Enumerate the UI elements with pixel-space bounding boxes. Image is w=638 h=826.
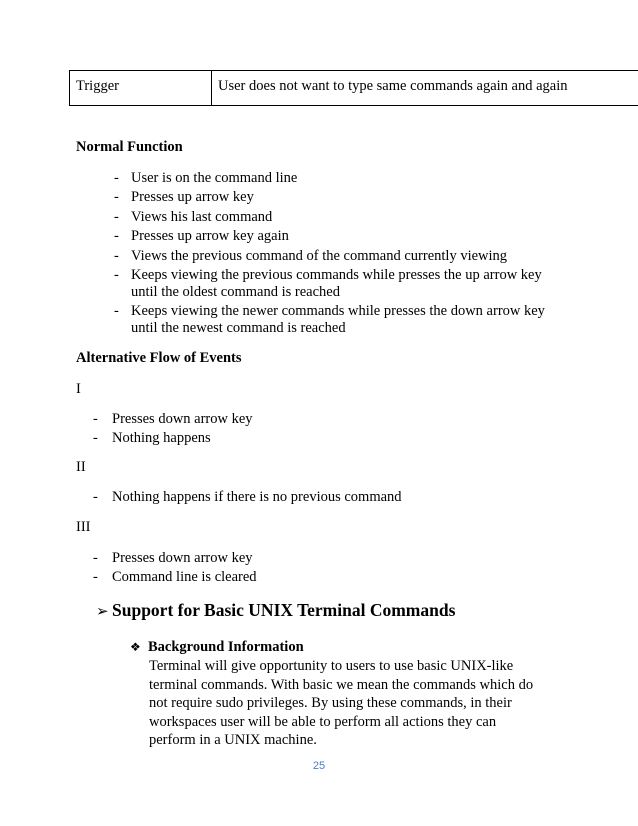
list-item: - Command line is cleared: [93, 569, 257, 586]
background-title: [130, 639, 304, 656]
list-item: - Keeps viewing the newer commands while presses the down arrow key until the newest command is reached: [114, 303, 545, 337]
group-label-iii: III: [76, 519, 91, 535]
page-number: 25: [312, 760, 326, 772]
alt-list-ii: [93, 489, 533, 508]
normal-function-heading: Normal Function: [76, 139, 183, 155]
list-item: - Keeps viewing the previous commands while presses the up arrow key until the oldest command is reached: [114, 266, 542, 300]
alt-list-i: [93, 411, 533, 450]
paragraph-line: workspaces user will be able to perform all actions they can: [149, 713, 497, 730]
list-item: - Presses down arrow key: [93, 411, 253, 427]
list-item: - Presses up arrow key again: [114, 228, 289, 245]
alternative-flow-heading: Alternative Flow of Events: [76, 350, 242, 366]
list-item: - Nothing happens: [93, 430, 211, 447]
table-divider: [211, 71, 212, 105]
arrow-bullet-icon: ➢: [96, 604, 109, 620]
section-title: [96, 600, 455, 621]
background-paragraph: [149, 657, 569, 750]
normal-function-list: [114, 170, 584, 340]
section-title-text: Support for Basic UNIX Terminal Commands: [112, 600, 456, 620]
alt-list-iii: [93, 550, 533, 589]
diamond-bullet-icon: ❖: [130, 640, 141, 654]
paragraph-line: terminal commands. With basic we mean the commands which do: [149, 676, 534, 693]
list-item: - Views his last command: [114, 208, 273, 225]
list-item: - User is on the command line: [114, 170, 298, 186]
list-item: - Views the previous command of the command currently viewing: [114, 247, 508, 264]
group-label-i: I: [76, 381, 81, 397]
trigger-label: Trigger: [76, 78, 119, 94]
group-label-ii: II: [76, 459, 86, 475]
paragraph-line: not require sudo privileges. By using these commands, in their: [149, 695, 512, 712]
trigger-table: [69, 70, 638, 106]
paragraph-line: Terminal will give opportunity to users to use basic UNIX-like: [149, 658, 514, 674]
paragraph-line: perform in a UNIX machine.: [149, 732, 317, 749]
background-title-text: Background Information: [148, 639, 304, 655]
list-item: - Presses down arrow key: [93, 550, 253, 566]
list-item: - Presses up arrow key: [114, 189, 254, 206]
trigger-value: User does not want to type same commands again and again: [218, 78, 568, 94]
list-item: - Nothing happens if there is no previous command: [93, 489, 402, 505]
